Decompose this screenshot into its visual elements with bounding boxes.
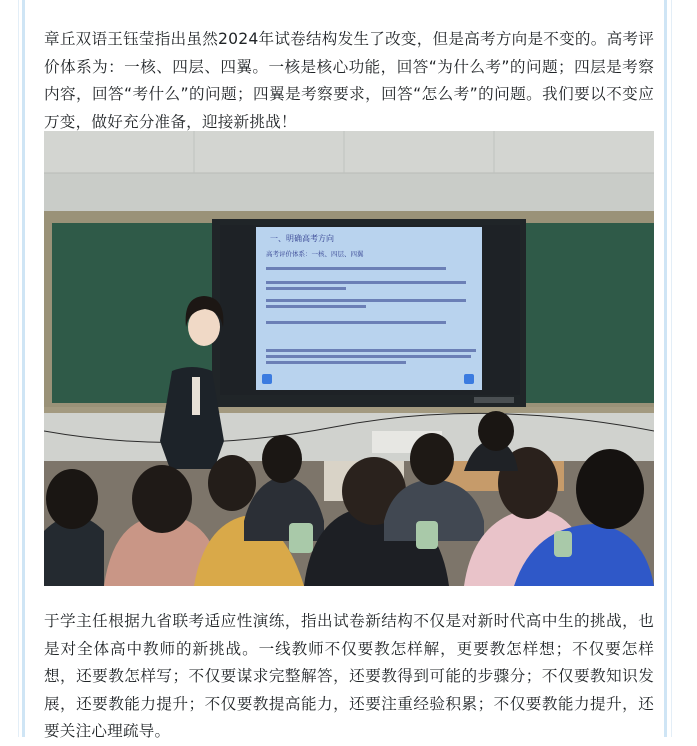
outer-border-left xyxy=(18,0,19,737)
paragraph-2: 于学主任根据九省联考适应性演练，指出试卷新结构不仅是对新时代高中生的挑战，也是对全体高中教师的新挑战。一线教师不仅要教怎样解，更要教怎样想；不仅要怎样想，还要教怎样写；不仅要谋求完整解答，还要教得到可能的步骤分；不仅要教知识发展，还要教能力提升；不仅要教提高能力，还要注重经验积累；不仅要教能力提升，还要关注心理疏导。 xyxy=(44,612,654,741)
slide-line-1: 高考评价体系：一核、四层、四翼 xyxy=(266,250,364,258)
slide-heading: 一、明确高考方向 xyxy=(270,234,334,243)
classroom-photo xyxy=(44,131,654,586)
classroom-photo-illustration xyxy=(44,131,654,586)
paragraph-1: 章丘双语王钰莹指出虽然2024年试卷结构发生了改变，但是高考方向是不变的。高考评价体系为：一核、四层、四翼。一核是核心功能，回答“为什么考”的问题；四层是考察内容，回答“考什么”的问题；四翼是考察要求，回答“怎么考”的问题。我们要以不变应万变，做好充分准备，迎接新挑战！ xyxy=(44,30,654,131)
outer-border-right xyxy=(671,0,672,737)
